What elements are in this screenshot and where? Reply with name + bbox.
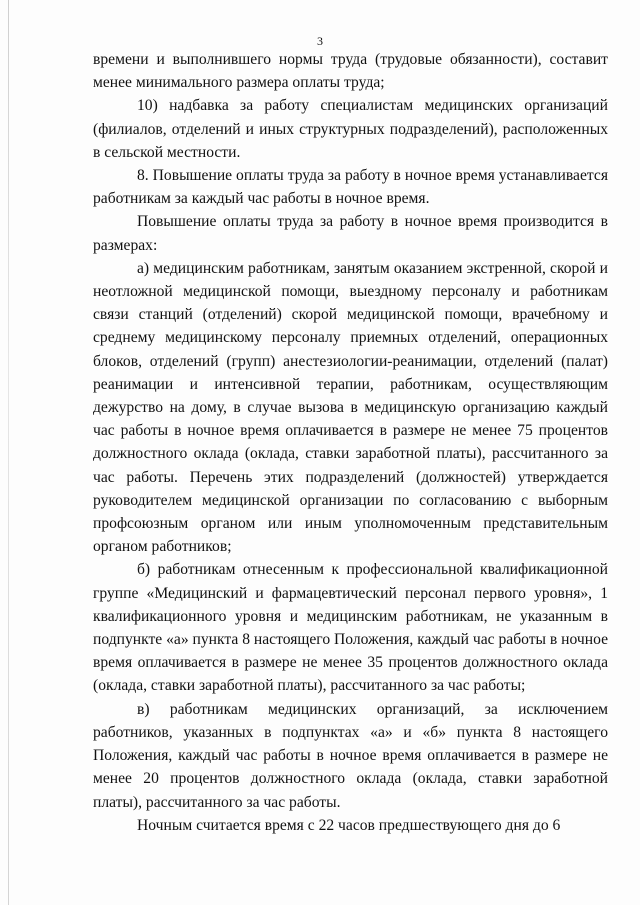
paragraph-subitem-a: а) медицинским работникам, занятым оказанием экстренной, скорой и неотложной медицинской помощи, выездному персоналу и работникам связи станций (отделений) скорой медицинской помощи, врачебному и среднему медицинскому персоналу приемных отделений, операционных блоков, отделений (групп) анестезиологии-реанимации, отделений (палат) реанимации и интенсивной терапии, работникам, осуществляющим дежурство на дому, в случае вызова в медицинскую организацию каждый час работы в ночное время оплачивается в размере не менее 75 процентов должностного оклада (оклада, ставки заработной платы), рассчитанного за час работы. Перечень этих подразделений (должностей) утверждается руководителем медицинской организации по согласованию с выборным профсоюзным органом или иным уполномоченным представительным органом работников; [93, 259, 608, 556]
paragraph-item-8: 8. Повышение оплаты труда за работу в ночное время устанавливается работникам за каждый час работы в ночное время. [93, 167, 608, 208]
scan-edge [8, 0, 9, 905]
page-number: 3 [317, 34, 323, 48]
paragraph-night-time: Ночным считается время с 22 часов предшествующего дня до 6 [137, 816, 561, 834]
paragraph-continuation: времени и выполнившего нормы труда (трудовые обязанности), составит менее минимального размера оплаты труда; [93, 51, 608, 92]
paragraph-sizes-intro: Повышение оплаты труда за работу в ночное время производится в размерах: [93, 213, 608, 254]
paragraph-subitem-v: в) работникам медицинских организаций, за исключением работников, указанных в подпунктах «а» и «б» пункта 8 настоящего Положения, каждый час работы в ночное время оплачивается в размере не менее 20 процентов должностного оклада (оклада, ставки заработной платы), рассчитанного за час работы. [93, 700, 608, 811]
paragraph-item-10: 10) надбавка за работу специалистам медицинских организаций (филиалов, отделений и иных структурных подразделений), расположенных в сельской местности. [93, 97, 608, 161]
document-body [93, 48, 608, 837]
paragraph-subitem-b: б) работникам отнесенным к профессиональной квалификационной группе «Медицинский и фармацевтический персонал первого уровня», 1 квалификационного уровня и медицинским работникам, не указанным в подпункте «а» пункта 8 настоящего Положения, каждый час работы в ночное время оплачивается в размере не менее 35 процентов должностного оклада (оклада, ставки заработной платы), рассчитанного за час работы; [93, 561, 609, 695]
